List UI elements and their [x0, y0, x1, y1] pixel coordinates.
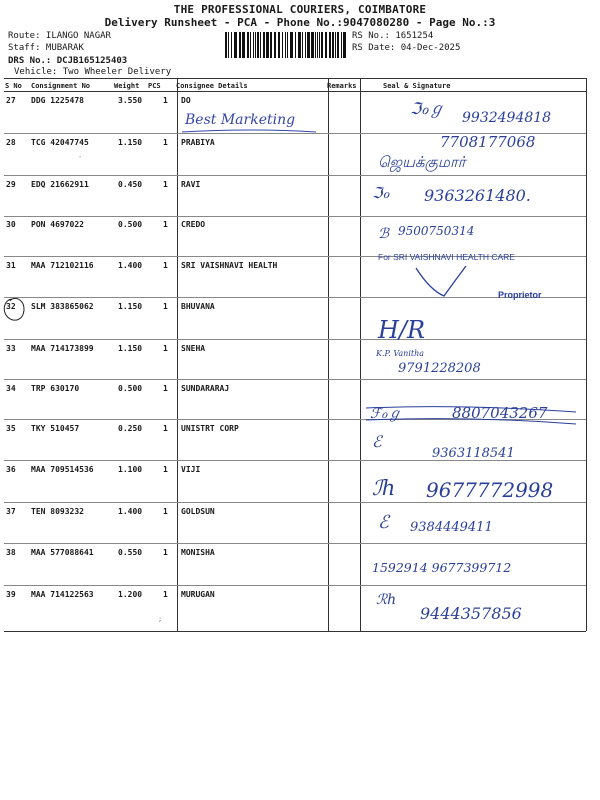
row-pcs: 1 — [163, 590, 168, 599]
stray-mark: - — [78, 153, 83, 161]
handwritten-phone-34: 8807043267 — [452, 404, 548, 422]
row-consignee: SNEHA — [181, 344, 206, 353]
row-consignment: MAA 709514536 — [31, 465, 94, 474]
row-consignee: BHUVANA — [181, 302, 215, 311]
signature-scribble-27: ℑℴℊ — [410, 99, 445, 118]
row-weight: 1.150 — [118, 344, 143, 353]
row-sno: 38 — [6, 548, 16, 557]
barcode-bar — [250, 32, 251, 58]
row-weight: 3.550 — [118, 96, 143, 105]
barcode-bar — [225, 32, 227, 58]
row-sno: 31 — [6, 261, 16, 270]
col-header-consignment: Consignment No — [31, 82, 91, 90]
barcode-bar — [274, 32, 276, 58]
signature-scribble-39: ℛℎ — [376, 592, 397, 608]
row-consignment: SLM 383865062 — [31, 302, 94, 311]
row-sno: 37 — [6, 507, 16, 516]
row-separator — [4, 339, 586, 340]
col-header-consignee: Consignee Details — [176, 82, 248, 90]
barcode-bar — [329, 32, 331, 58]
row-consignee: VIJI — [181, 465, 201, 474]
handwritten-phone-27: 9932494818 — [462, 110, 552, 126]
signature-initials-32: H/R — [378, 316, 426, 344]
barcode-bar — [337, 32, 339, 58]
row-pcs: 1 — [163, 507, 168, 516]
row-consignee: UNISTRT CORP — [181, 424, 239, 433]
handwritten-phone-39: 9444357856 — [420, 604, 522, 623]
row-weight: 1.400 — [118, 261, 143, 270]
barcode-bar — [335, 32, 336, 58]
row-sno: 34 — [6, 384, 16, 393]
underline-stroke — [180, 127, 320, 137]
row-weight: 1.150 — [118, 302, 143, 311]
barcode-bar — [302, 32, 303, 58]
handwritten-phone-36: 9677772998 — [426, 478, 554, 502]
row-consignment: MAA 577088641 — [31, 548, 94, 557]
row-sno: 27 — [6, 96, 16, 105]
barcode-bar — [270, 32, 272, 58]
barcode-bar — [278, 32, 280, 58]
col-header-weight: Weight — [114, 82, 140, 90]
barcode-bar — [242, 32, 245, 58]
row-consignee: MURUGAN — [181, 590, 215, 599]
barcode-bar — [332, 32, 334, 58]
col-header-seal: Seal & Signature — [383, 82, 451, 90]
signature-scribble-36: ℐℎ — [372, 476, 396, 500]
row-consignment: TRP 630170 — [31, 384, 80, 393]
row-consignee: DO — [181, 96, 191, 105]
row-consignment: PON 4697022 — [31, 220, 84, 229]
staff-label: Staff: MUBARAK — [8, 43, 84, 53]
row-pcs: 1 — [163, 180, 168, 189]
signature-scribble-34: ℱℴℊ — [370, 406, 402, 422]
handwritten-name-28: ஜெயக்குமார் — [378, 153, 466, 171]
row-sno: 32 — [6, 302, 16, 311]
stamp-proprietor: Proprietor — [498, 290, 542, 300]
row-pcs: 1 — [163, 548, 168, 557]
barcode-bar — [341, 32, 342, 58]
barcode-bar — [317, 32, 318, 58]
row-consignment: MAA 714122563 — [31, 590, 94, 599]
row-separator — [4, 175, 586, 176]
row-consignee: CREDO — [181, 220, 206, 229]
strike-stroke-34 — [362, 400, 582, 428]
handwritten-phone-33: 9791228208 — [398, 361, 481, 376]
barcode-bar — [253, 32, 254, 58]
row-consignee: SUNDARARAJ — [181, 384, 230, 393]
row-sno: 28 — [6, 138, 16, 147]
row-weight: 0.250 — [118, 424, 143, 433]
row-consignment: DDG 1225478 — [31, 96, 84, 105]
row-weight: 0.500 — [118, 220, 143, 229]
barcode-bar — [290, 32, 293, 58]
barcode-bar — [287, 32, 288, 58]
row-pcs: 1 — [163, 465, 168, 474]
row-pcs: 1 — [163, 220, 168, 229]
row-consignment: MAA 712102116 — [31, 261, 94, 270]
barcode-bar — [260, 32, 261, 58]
row-sno: 29 — [6, 180, 16, 189]
barcode-bar — [234, 32, 237, 58]
row-separator — [4, 216, 586, 217]
col-header-sno: S No — [5, 82, 22, 90]
row-sno: 30 — [6, 220, 16, 229]
row-consignment: TKY 510457 — [31, 424, 80, 433]
barcode-bar — [319, 32, 320, 58]
barcode-bar — [228, 32, 229, 58]
handwritten-phone-35: 9363118541 — [432, 446, 515, 461]
row-consignee: GOLDSUN — [181, 507, 215, 516]
barcode-bar — [282, 32, 283, 58]
rs-number: RS No.: 1651254 — [352, 31, 434, 41]
column-divider-remarks — [328, 78, 329, 631]
barcode-bar — [305, 32, 306, 58]
route-label: Route: ILANGO NAGAR — [8, 31, 111, 41]
runsheet-subtitle: Delivery Runsheet - PCA - Phone No.:9047080280 - Page No.:3 — [104, 16, 496, 29]
row-consignee: RAVI — [181, 180, 201, 189]
circled-row-mark — [0, 295, 30, 325]
row-sno: 39 — [6, 590, 16, 599]
company-title: THE PROFESSIONAL COURIERS, COIMBATORE — [173, 3, 427, 16]
barcode-bar — [257, 32, 259, 58]
handwritten-phone-27b: 7708177068 — [440, 133, 536, 151]
row-consignee: MONISHA — [181, 548, 215, 557]
barcode-bar — [231, 32, 232, 58]
table-top-border — [4, 78, 586, 79]
row-pcs: 1 — [163, 384, 168, 393]
barcode-bar — [298, 32, 301, 58]
signature-scribble-30: ℬ — [378, 226, 390, 242]
table-bottom-border — [4, 631, 586, 632]
row-consignment: TEN 8093232 — [31, 507, 84, 516]
row-separator — [4, 502, 586, 503]
barcode-bar — [255, 32, 256, 58]
barcode-bar — [239, 32, 241, 58]
row-sno: 36 — [6, 465, 16, 474]
rs-date: RS Date: 04-Dec-2025 — [352, 43, 461, 53]
row-weight: 0.500 — [118, 384, 143, 393]
row-sno: 35 — [6, 424, 16, 433]
row-weight: 0.450 — [118, 180, 143, 189]
row-sno: 33 — [6, 344, 16, 353]
column-divider-consignee — [177, 78, 178, 631]
consignee-handwritten-note: Best Marketing — [185, 112, 296, 128]
handwritten-phone-38: 1592914 9677399712 — [372, 560, 512, 575]
row-consignment: MAA 714173899 — [31, 344, 94, 353]
barcode-image — [224, 32, 348, 58]
signature-stroke-31 — [410, 262, 470, 302]
handwritten-phone-37: 9384449411 — [410, 520, 493, 535]
row-pcs: 1 — [163, 344, 168, 353]
barcode-bar — [343, 32, 346, 58]
table-right-border — [586, 78, 587, 631]
row-pcs: 1 — [163, 302, 168, 311]
handwritten-phone-30: 9500750314 — [398, 224, 475, 238]
barcode-bar — [295, 32, 296, 58]
row-pcs: 1 — [163, 96, 168, 105]
row-consignment: TCG 42047745 — [31, 138, 89, 147]
barcode-bar — [263, 32, 265, 58]
row-weight: 1.400 — [118, 507, 143, 516]
row-consignee: SRI VAISHNAVI HEALTH — [181, 261, 278, 270]
vehicle-label: Vehicle: Two Wheeler Delivery — [14, 67, 172, 77]
handwritten-phone-29: 9363261480. — [424, 186, 531, 205]
barcode-bar — [311, 32, 314, 58]
row-separator — [4, 379, 586, 380]
row-weight: 1.100 — [118, 465, 143, 474]
row-separator — [4, 585, 586, 586]
barcode-bar — [285, 32, 286, 58]
barcode-bar — [325, 32, 327, 58]
row-weight: 1.150 — [118, 138, 143, 147]
col-header-pcs: PCS — [148, 82, 161, 90]
table-header-border — [4, 91, 586, 92]
row-consignee: PRABIYA — [181, 138, 215, 147]
stray-mark: ; — [158, 615, 163, 623]
row-consignment: EDQ 21662911 — [31, 180, 89, 189]
signature-scribble-29: ℑℴ — [372, 184, 390, 202]
row-pcs: 1 — [163, 138, 168, 147]
row-pcs: 1 — [163, 424, 168, 433]
barcode-bar — [307, 32, 310, 58]
company-stamp-text: For SRI VAISHNAVI HEALTH CARE — [378, 252, 515, 262]
barcode-bar — [247, 32, 249, 58]
row-pcs: 1 — [163, 261, 168, 270]
col-header-remarks: Remarks — [327, 82, 357, 90]
barcode-bar — [266, 32, 269, 58]
row-weight: 0.550 — [118, 548, 143, 557]
handwritten-name-33: K.P. Vanitha — [376, 349, 425, 358]
row-separator — [4, 543, 586, 544]
row-weight: 1.200 — [118, 590, 143, 599]
barcode-bar — [321, 32, 323, 58]
drs-number: DRS No.: DCJB165125403 — [8, 56, 128, 66]
signature-scribble-35: ℰ — [372, 432, 382, 451]
barcode-bar — [315, 32, 316, 58]
signature-scribble-37: ℰ — [378, 512, 389, 533]
column-divider-seal — [360, 78, 361, 631]
